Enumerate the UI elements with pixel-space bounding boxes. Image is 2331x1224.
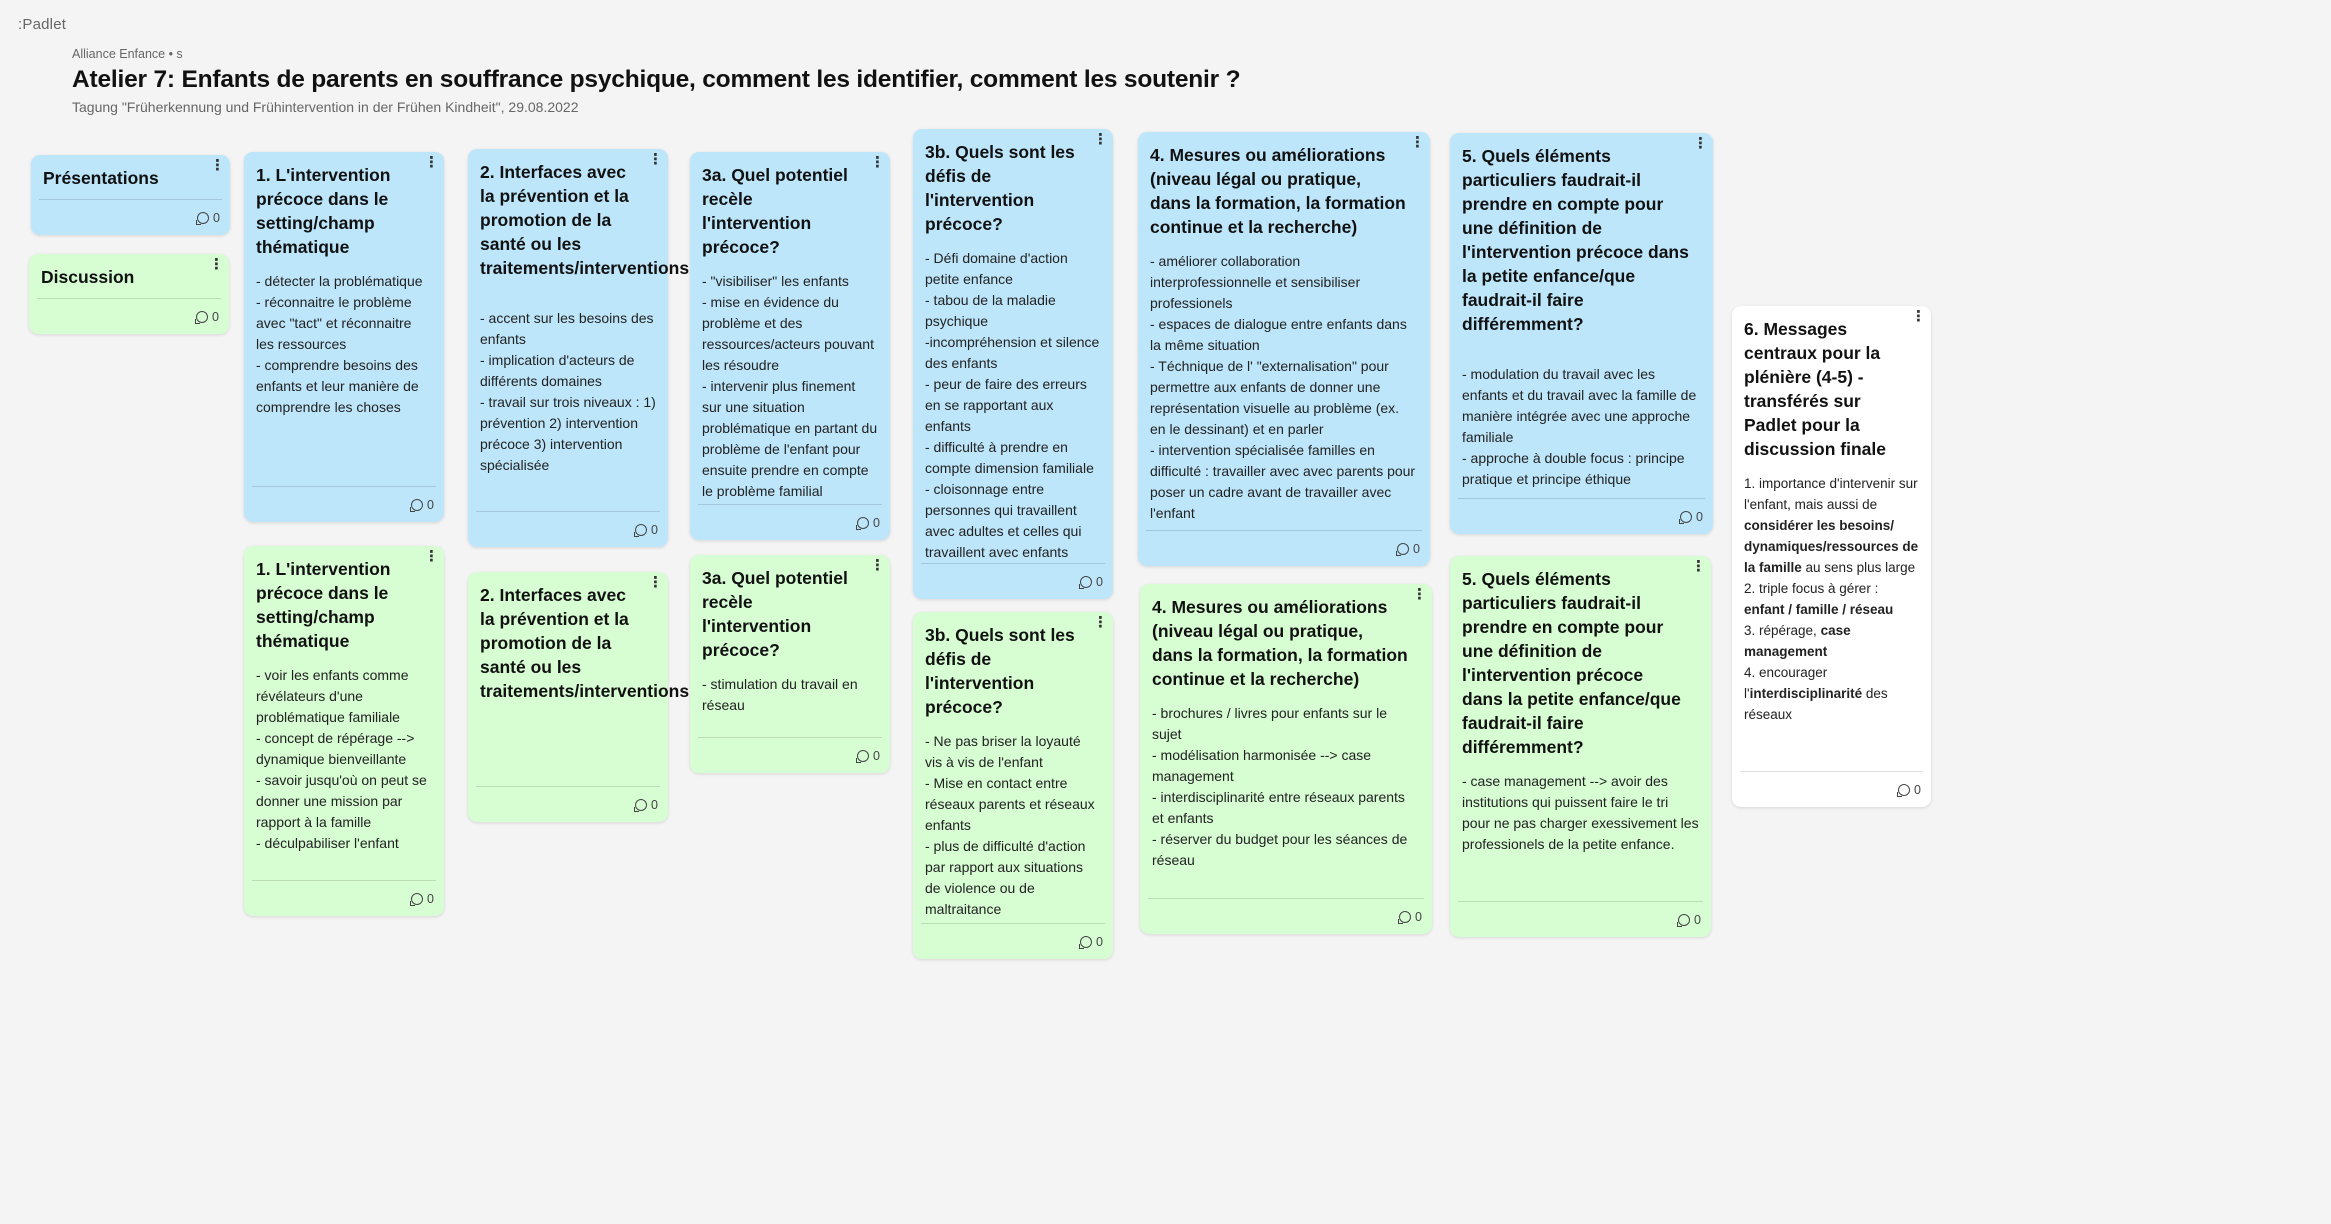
body-line: - Téchnique de l' "externalisation" pour permettre aux enfants de donner une représentation visuelle au problème (ex. en le dessinant) et en parler — [1150, 358, 1400, 437]
comment-icon[interactable] — [1080, 936, 1092, 948]
more-options-icon[interactable]: ⋮ — [1412, 586, 1427, 603]
body-line: - comprendre besoins des enfants et leur manière de comprendre les choses — [256, 357, 419, 415]
comment-count: 0 — [1415, 909, 1422, 924]
card-body — [1462, 364, 1701, 490]
body-line: - détecter la problématique — [256, 273, 423, 289]
comment-count: 0 — [1413, 541, 1420, 556]
body-line: - cloisonnage entre personnes qui travaillent avec adultes et celles qui travaillent avec enfants — [925, 481, 1082, 560]
card-title: 5. Quels éléments particuliers faudrait-il prendre en compte pour une définition de l'intervention précoce dans la petite enfance/que faudrait-il faire différemment? — [1462, 146, 1689, 334]
card-body — [702, 271, 878, 502]
card-title: 6. Messages centraux pour la plénière (4-5) - transférés sur Padlet pour la discussion finale — [1744, 319, 1886, 459]
card-body — [480, 308, 656, 476]
body-line: - réserver du budget pour les séances de réseau — [1152, 831, 1408, 868]
more-options-icon[interactable]: ⋮ — [210, 157, 225, 174]
post-card[interactable] — [690, 555, 890, 773]
more-options-icon[interactable]: ⋮ — [1093, 614, 1108, 631]
body-line: - intervenir plus finement sur une situation problématique en partant du problème de l'enfant pour ensuite prendre en compte le problème familial — [702, 378, 878, 499]
card-footer — [476, 786, 660, 822]
body-line: - tabou de la maladie psychique — [925, 292, 1056, 329]
card-footer — [1458, 498, 1705, 534]
body-line: - travail sur trois niveaux : 1) prévention 2) intervention précoce 3) intervention spécialisée — [480, 394, 656, 473]
body-line: 1. importance d'intervenir sur l'enfant, mais aussi de considérer les besoins/ dynamiques/ressources de la famille au sens plus large — [1744, 476, 1919, 575]
card-footer — [476, 511, 660, 547]
comment-count: 0 — [873, 515, 880, 530]
comment-icon[interactable] — [1680, 511, 1692, 523]
body-line: - réconnaitre le problème avec "tact" et réconnaitre les ressources — [256, 294, 412, 352]
card-title: Présentations — [43, 168, 159, 188]
card-title: 4. Mesures ou améliorations (niveau légal ou pratique, dans la formation, la formation continue et la recherche) — [1152, 597, 1408, 689]
card-footer — [252, 486, 436, 522]
card-footer — [1148, 898, 1424, 934]
card-footer — [1146, 530, 1422, 566]
body-line: - case management --> avoir des institutions qui puissent faire le tri pour ne pas charger exessivement les professionels de la petite enfance. — [1462, 773, 1699, 852]
body-line: - "visibiliser" les enfants — [702, 273, 849, 289]
post-card[interactable] — [1138, 132, 1430, 566]
body-line: - savoir jusqu'où on peut se donner une mission par rapport à la famille — [256, 772, 427, 830]
card-body — [1150, 251, 1418, 524]
body-line: - accent sur les besoins des enfants — [480, 310, 654, 347]
comment-icon[interactable] — [635, 799, 647, 811]
body-line: - intervention spécialisée familles en difficulté : travailler avec avec parents pour poser un cadre avant de travailler avec l'enfant — [1150, 442, 1416, 521]
card-title: 4. Mesures ou améliorations (niveau légal ou pratique, dans la formation, la formation continue et la recherche) — [1150, 145, 1406, 237]
more-options-icon[interactable]: ⋮ — [1410, 134, 1425, 151]
body-line: 2. triple focus à gérer : enfant / famille / réseau — [1744, 581, 1894, 617]
comment-icon[interactable] — [1678, 914, 1690, 926]
post-card[interactable] — [913, 612, 1113, 959]
card-title: 3a. Quel potentiel recèle l'intervention précoce? — [702, 568, 848, 660]
card-title: 2. Interfaces avec la prévention et la promotion de la santé ou les traitements/interventions — [480, 162, 690, 278]
post-card[interactable] — [468, 149, 690, 547]
body-line: - voir les enfants comme révélateurs d'une problématique familiale — [256, 667, 409, 725]
more-options-icon[interactable]: ⋮ — [648, 574, 663, 591]
card-footer — [37, 298, 221, 334]
card-title: 2. Interfaces avec la prévention et la promotion de la santé ou les traitements/interventions — [480, 585, 690, 701]
more-options-icon[interactable]: ⋮ — [209, 256, 224, 273]
comment-count: 0 — [1914, 782, 1921, 797]
post-card[interactable] — [1450, 133, 1713, 534]
comment-icon[interactable] — [857, 517, 869, 529]
body-line: - modulation du travail avec les enfants et du travail avec la famille de manière intégrée avec une approche familiale — [1462, 366, 1697, 445]
body-line: - difficulté à prendre en compte dimension familiale — [925, 439, 1094, 476]
body-line: - interdisciplinarité entre réseaux parents et enfants — [1152, 789, 1405, 826]
post-card[interactable] — [244, 152, 444, 522]
board-author[interactable]: Alliance Enfance • s — [72, 47, 183, 61]
post-card[interactable] — [1732, 306, 1931, 807]
card-body — [1462, 771, 1699, 855]
more-options-icon[interactable]: ⋮ — [1693, 135, 1708, 152]
card-title: 3b. Quels sont les défis de l'intervention précoce? — [925, 142, 1075, 234]
body-line: - approche à double focus : principe pratique et principe éthique — [1462, 450, 1685, 487]
section-card-discussion[interactable] — [29, 254, 229, 334]
body-line: - peur de faire des erreurs en se rapportant aux enfants — [925, 376, 1087, 434]
post-card[interactable] — [913, 129, 1113, 599]
card-title: 3a. Quel potentiel recèle l'intervention précoce? — [702, 165, 848, 257]
card-title: 5. Quels éléments particuliers faudrait-il prendre en compte pour une définition de l'intervention précoce dans la petite enfance/que faudrait-il faire différemment? — [1462, 569, 1681, 757]
card-title: 1. L'intervention précoce dans le setting/champ thématique — [256, 165, 391, 257]
body-line: -incompréhension et silence des enfants — [925, 334, 1100, 371]
comment-count: 0 — [873, 748, 880, 763]
more-options-icon[interactable]: ⋮ — [870, 557, 885, 574]
body-line: - stimulation du travail en réseau — [702, 676, 858, 713]
comment-icon[interactable] — [1080, 576, 1092, 588]
card-body — [925, 731, 1101, 920]
comment-count: 0 — [427, 497, 434, 512]
comment-icon[interactable] — [635, 524, 647, 536]
comment-count: 0 — [1694, 912, 1701, 927]
padlet-logo[interactable]: :Padlet — [18, 16, 67, 33]
card-footer — [1740, 771, 1923, 807]
more-options-icon[interactable]: ⋮ — [870, 154, 885, 171]
comment-icon[interactable] — [197, 212, 209, 224]
body-line: - Mise en contact entre réseaux parents et réseaux enfants — [925, 775, 1095, 833]
card-title: 1. L'intervention précoce dans le setting/champ thématique — [256, 559, 391, 651]
body-line: 3. répérage, case management — [1744, 623, 1851, 659]
card-title: Discussion — [41, 267, 135, 287]
body-line: - Défi domaine d'action petite enfance — [925, 250, 1068, 287]
more-options-icon[interactable]: ⋮ — [1911, 308, 1926, 325]
card-footer — [698, 504, 882, 540]
body-line: - déculpabiliser l'enfant — [256, 835, 399, 851]
body-line: - espaces de dialogue entre enfants dans la même situation — [1150, 316, 1407, 353]
card-body — [702, 674, 878, 716]
comment-count: 0 — [651, 797, 658, 812]
more-options-icon[interactable]: ⋮ — [1093, 131, 1108, 148]
card-footer — [1458, 901, 1703, 937]
post-card[interactable] — [690, 152, 890, 540]
comment-icon[interactable] — [1898, 784, 1910, 796]
body-line: - mise en évidence du problème et des ressources/acteurs pouvant les résoudre — [702, 294, 874, 373]
card-body — [256, 271, 432, 418]
card-footer — [698, 737, 882, 773]
card-body — [925, 248, 1101, 563]
board-header — [72, 47, 1240, 115]
page-title: Atelier 7: Enfants de parents en souffrance psychique, comment les identifier, comment les soutenir ? — [72, 66, 1241, 93]
card-footer — [39, 199, 222, 235]
more-options-icon[interactable]: ⋮ — [648, 151, 663, 168]
body-line: - brochures / livres pour enfants sur le sujet — [1152, 705, 1387, 742]
page-subtitle: Tagung "Früherkennung und Frühintervention in der Frühen Kindheit", 29.08.2022 — [72, 99, 579, 115]
more-options-icon[interactable]: ⋮ — [1691, 558, 1706, 575]
post-card[interactable] — [244, 546, 444, 916]
comment-icon[interactable] — [1397, 543, 1409, 555]
comment-count: 0 — [212, 309, 219, 324]
body-line: - modélisation harmonisée --> case management — [1152, 747, 1372, 784]
body-line: - plus de difficulté d'action par rapport aux situations de violence ou de maltraitance — [925, 838, 1086, 917]
comment-count: 0 — [1096, 574, 1103, 589]
comment-count: 0 — [213, 210, 220, 225]
comment-count: 0 — [1096, 934, 1103, 949]
comment-icon[interactable] — [411, 893, 423, 905]
comment-icon[interactable] — [196, 311, 208, 323]
card-body — [256, 665, 432, 854]
body-line: 4. encourager l'interdisciplinarité des réseaux — [1744, 665, 1888, 722]
comment-count: 0 — [651, 522, 658, 537]
body-line: - implication d'acteurs de différents domaines — [480, 352, 635, 389]
more-options-icon[interactable]: ⋮ — [424, 548, 439, 565]
comment-icon[interactable] — [411, 499, 423, 511]
card-title: 3b. Quels sont les défis de l'intervention précoce? — [925, 625, 1075, 717]
comment-count: 0 — [427, 891, 434, 906]
card-footer — [252, 880, 436, 916]
card-body — [1744, 473, 1919, 725]
section-card-presentations[interactable] — [31, 155, 230, 235]
post-card[interactable] — [468, 572, 690, 822]
post-card[interactable] — [1450, 556, 1711, 937]
more-options-icon[interactable]: ⋮ — [424, 154, 439, 171]
card-footer — [921, 563, 1105, 599]
comment-icon[interactable] — [857, 750, 869, 762]
body-line: - Ne pas briser la loyauté vis à vis de l'enfant — [925, 733, 1081, 770]
card-footer — [921, 923, 1105, 959]
card-body — [1152, 703, 1420, 871]
comment-count: 0 — [1696, 509, 1703, 524]
comment-icon[interactable] — [1399, 911, 1411, 923]
body-line: - concept de répérage --> dynamique bienveillante — [256, 730, 415, 767]
body-line: - améliorer collaboration interprofessionnelle et sensibiliser professionels — [1150, 253, 1361, 311]
post-card[interactable] — [1140, 584, 1432, 934]
